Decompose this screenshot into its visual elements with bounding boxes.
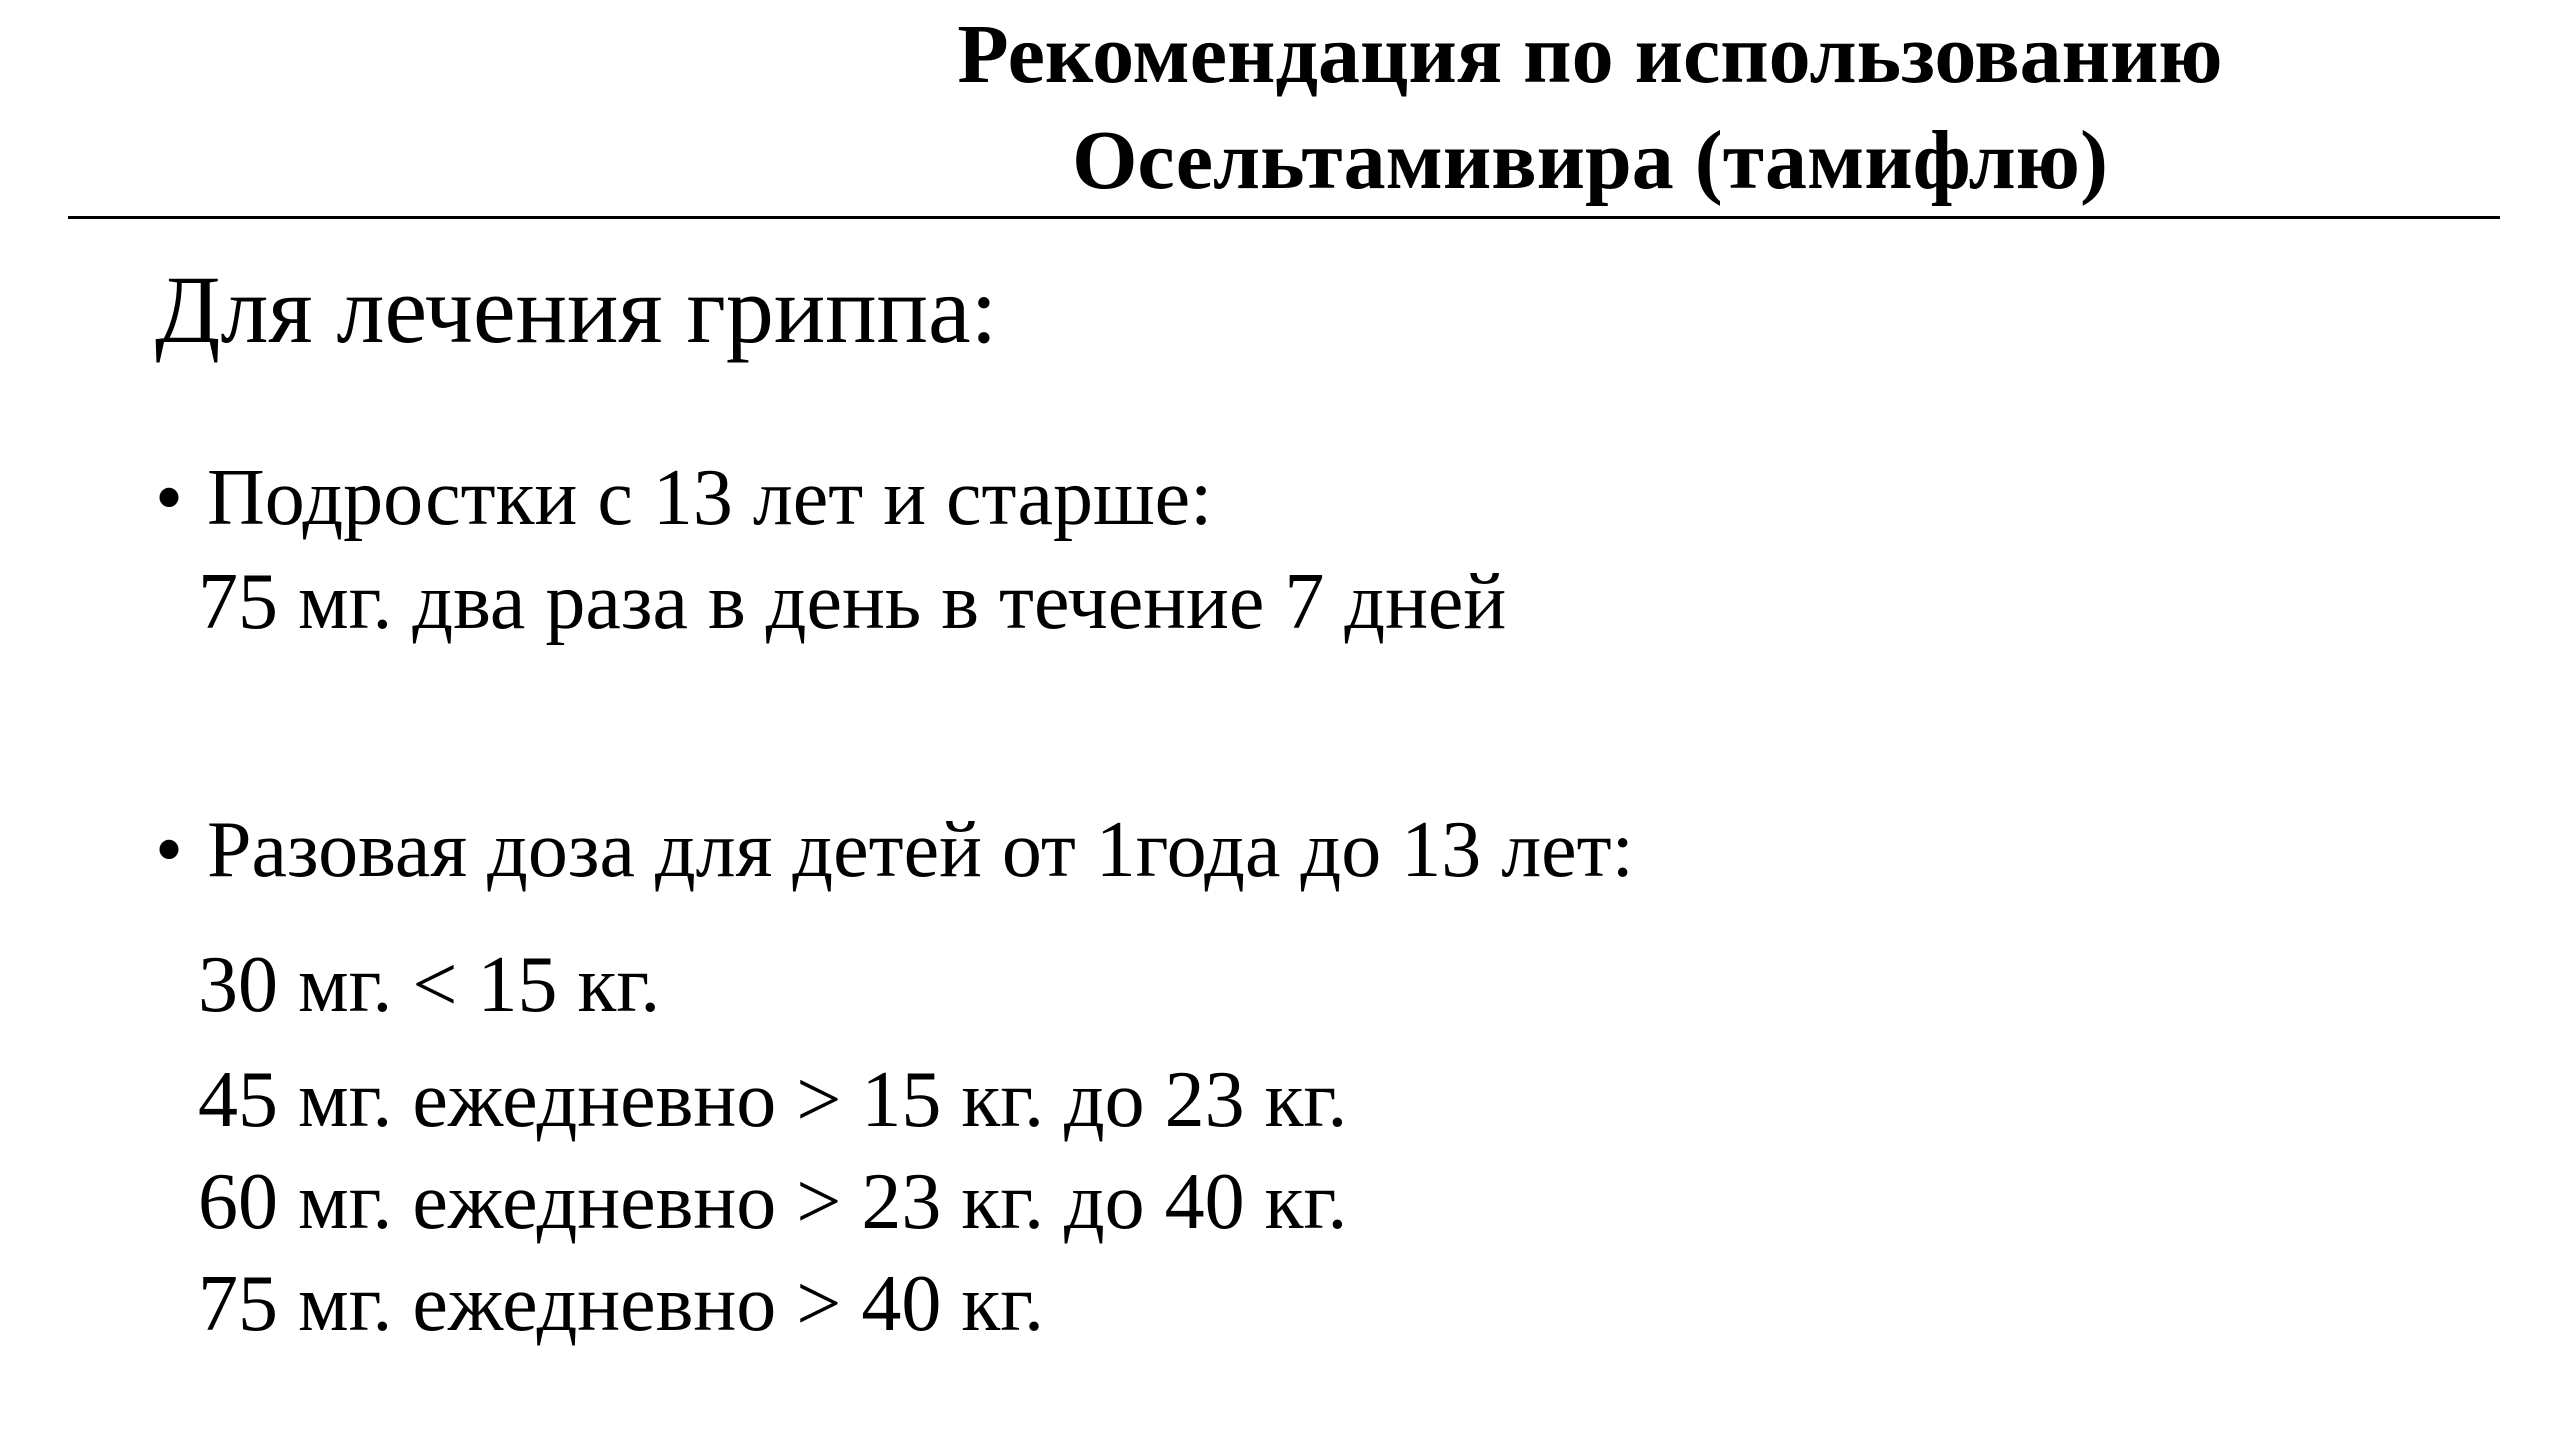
title-line-1: Рекомендация по использованию (957, 8, 2223, 101)
bullet-teens (155, 448, 1212, 548)
bullet-symbol: • (155, 806, 184, 894)
dose-line-3: 60 мг. ежедневно > 23 кг. до 40 кг. (198, 1158, 1348, 1246)
dose-line-1: 30 мг. < 15 кг. (198, 941, 661, 1029)
title-divider (68, 216, 2500, 219)
dose-line-4: 75 мг. ежедневно > 40 кг. (198, 1260, 1044, 1348)
teens-dose: 75 мг. два раза в день в течение 7 дней (198, 558, 1507, 646)
bullet-symbol: • (155, 454, 184, 542)
title-line-2: Осельтамивира (тамифлю) (1072, 114, 2108, 207)
subtitle: Для лечения гриппа: (155, 256, 998, 363)
bullet-children (155, 800, 1634, 900)
slide-title (700, 2, 2480, 214)
dose-line-2: 45 мг. ежедневно > 15 кг. до 23 кг. (198, 1056, 1348, 1144)
teens-heading: Подростки с 13 лет и старше: (207, 454, 1213, 542)
children-heading: Разовая доза для детей от 1года до 13 лет: (207, 806, 1634, 894)
